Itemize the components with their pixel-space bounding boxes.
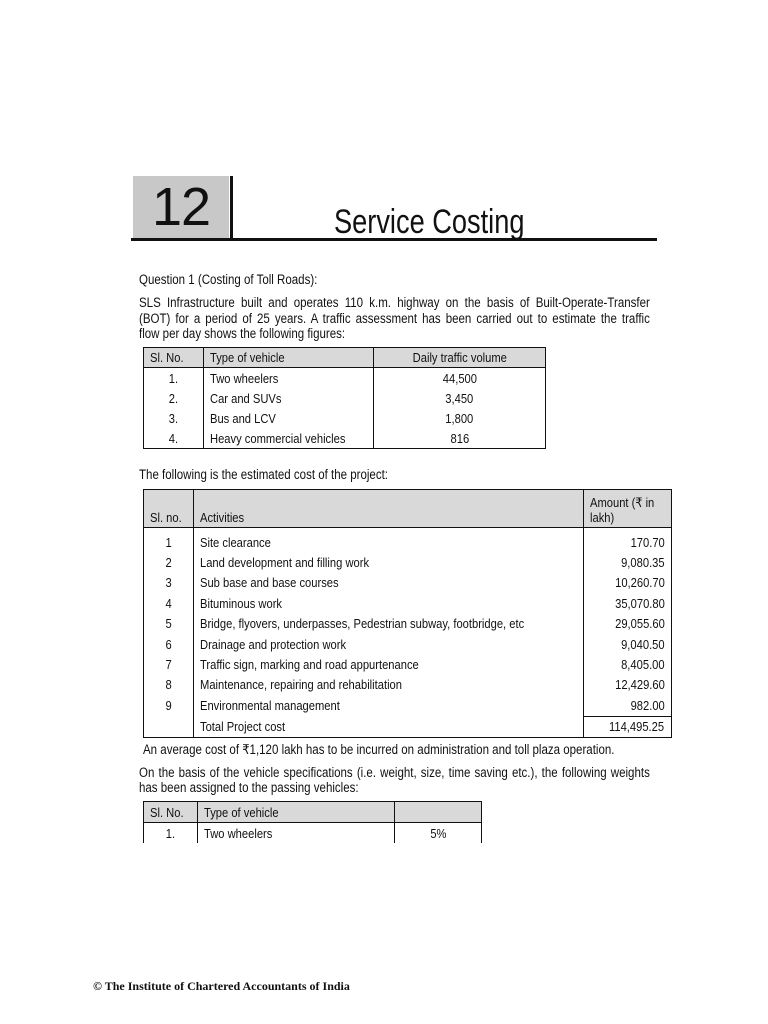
cell-vehicle: Two wheelers xyxy=(197,823,394,844)
cell-slno: 7 xyxy=(144,654,194,674)
cell-slno: 8 xyxy=(144,675,194,695)
table-row xyxy=(144,428,546,449)
table-row xyxy=(144,695,672,716)
table-row xyxy=(144,654,672,674)
table-row xyxy=(144,388,546,408)
total-amount: 114,495.25 xyxy=(583,716,671,737)
cell-volume: 3,450 xyxy=(374,388,546,408)
total-label: Total Project cost xyxy=(193,716,583,737)
cell-vehicle: Bus and LCV xyxy=(203,408,374,428)
table-header-row xyxy=(144,490,672,528)
cell-slno: 9 xyxy=(144,695,194,716)
cell-slno: 3. xyxy=(144,408,204,428)
cell-slno: 1 xyxy=(144,528,194,553)
project-cost-table xyxy=(143,489,672,738)
chapter-number: 12 xyxy=(151,177,211,237)
table-header-row xyxy=(144,348,546,368)
cell-activity: Environmental management xyxy=(193,695,583,716)
cell-volume: 816 xyxy=(374,428,546,449)
cell-activity: Land development and filling work xyxy=(193,552,583,572)
column-header-slno: Sl. no. xyxy=(144,490,194,528)
cell-activity: Drainage and protection work xyxy=(193,634,583,654)
cell-slno: 6 xyxy=(144,634,194,654)
table-row xyxy=(144,823,482,844)
footer-copyright: © The Institute of Chartered Accountants of India xyxy=(93,979,350,993)
cell-slno: 1. xyxy=(144,368,204,389)
cell-slno: 2 xyxy=(144,552,194,572)
cell-volume: 1,800 xyxy=(374,408,546,428)
cell-weight: 5% xyxy=(395,823,482,844)
intro-line: flow per day shows the following figures: xyxy=(139,326,346,341)
column-header-activities: Activities xyxy=(193,490,583,528)
cell-slno: 1. xyxy=(144,823,198,844)
table-header-row xyxy=(144,802,482,823)
table-row xyxy=(144,528,672,553)
cell-activity: Sub base and base courses xyxy=(193,573,583,593)
cell-amount: 170.70 xyxy=(583,528,671,553)
table-row xyxy=(144,614,672,634)
cell-amount: 8,405.00 xyxy=(583,654,671,674)
cell-slno: 4 xyxy=(144,593,194,613)
intro-line: (BOT) for a period of 25 years. A traffic assessment has been carried out to estimate the traffic xyxy=(139,311,650,326)
cell-amount: 982.00 xyxy=(583,695,671,716)
cell-slno: 3 xyxy=(144,573,194,593)
cell-amount: 9,040.50 xyxy=(583,634,671,654)
traffic-volume-table xyxy=(143,347,546,449)
cell-amount: 9,080.35 xyxy=(583,552,671,572)
question-heading: Question 1 (Costing of Toll Roads): xyxy=(139,272,318,287)
chapter-title: Service Costing xyxy=(334,203,525,241)
column-header: Type of vehicle xyxy=(197,802,394,823)
column-header xyxy=(395,802,482,823)
column-header-amount: Amount (₹ in lakh) xyxy=(583,490,671,528)
vehicle-weights-table xyxy=(143,801,482,843)
table-row xyxy=(144,368,546,389)
column-header: Sl. No. xyxy=(144,802,198,823)
column-header: Sl. No. xyxy=(144,348,204,368)
column-header: Daily traffic volume xyxy=(374,348,546,368)
cell-amount: 29,055.60 xyxy=(583,614,671,634)
weights-intro-line: has been assigned to the passing vehicles: xyxy=(139,780,359,795)
weights-intro-line: On the basis of the vehicle specifications (i.e. weight, size, time saving etc.), the following weights xyxy=(139,765,650,780)
cell-activity: Maintenance, repairing and rehabilitation xyxy=(193,675,583,695)
cell-slno xyxy=(144,716,194,737)
table-row xyxy=(144,408,546,428)
cell-slno: 5 xyxy=(144,614,194,634)
cell-activity: Bridge, flyovers, underpasses, Pedestrian subway, footbridge, etc xyxy=(193,614,583,634)
chapter-divider xyxy=(230,176,233,240)
cell-slno: 4. xyxy=(144,428,204,449)
cell-slno: 2. xyxy=(144,388,204,408)
intro-line: SLS Infrastructure built and operates 110 k.m. highway on the basis of Built-Operate-Transfer xyxy=(139,295,650,310)
cell-amount: 35,070.80 xyxy=(583,593,671,613)
table-row xyxy=(144,573,672,593)
cell-vehicle: Two wheelers xyxy=(203,368,374,389)
table-row xyxy=(144,593,672,613)
table-row xyxy=(144,675,672,695)
cell-amount: 12,429.60 xyxy=(583,675,671,695)
cell-amount: 10,260.70 xyxy=(583,573,671,593)
table-row xyxy=(144,552,672,572)
chapter-number-box xyxy=(133,176,229,239)
cell-activity: Site clearance xyxy=(193,528,583,553)
cell-vehicle: Car and SUVs xyxy=(203,388,374,408)
column-header: Type of vehicle xyxy=(203,348,374,368)
cost-intro: The following is the estimated cost of the project: xyxy=(139,467,389,482)
cell-volume: 44,500 xyxy=(374,368,546,389)
cell-vehicle: Heavy commercial vehicles xyxy=(203,428,374,449)
table-row xyxy=(144,634,672,654)
admin-cost-note: An average cost of ₹1,120 lakh has to be incurred on administration and toll plaza operation. xyxy=(143,742,615,757)
cell-activity: Bituminous work xyxy=(193,593,583,613)
total-row xyxy=(144,716,672,737)
cell-activity: Traffic sign, marking and road appurtenance xyxy=(193,654,583,674)
